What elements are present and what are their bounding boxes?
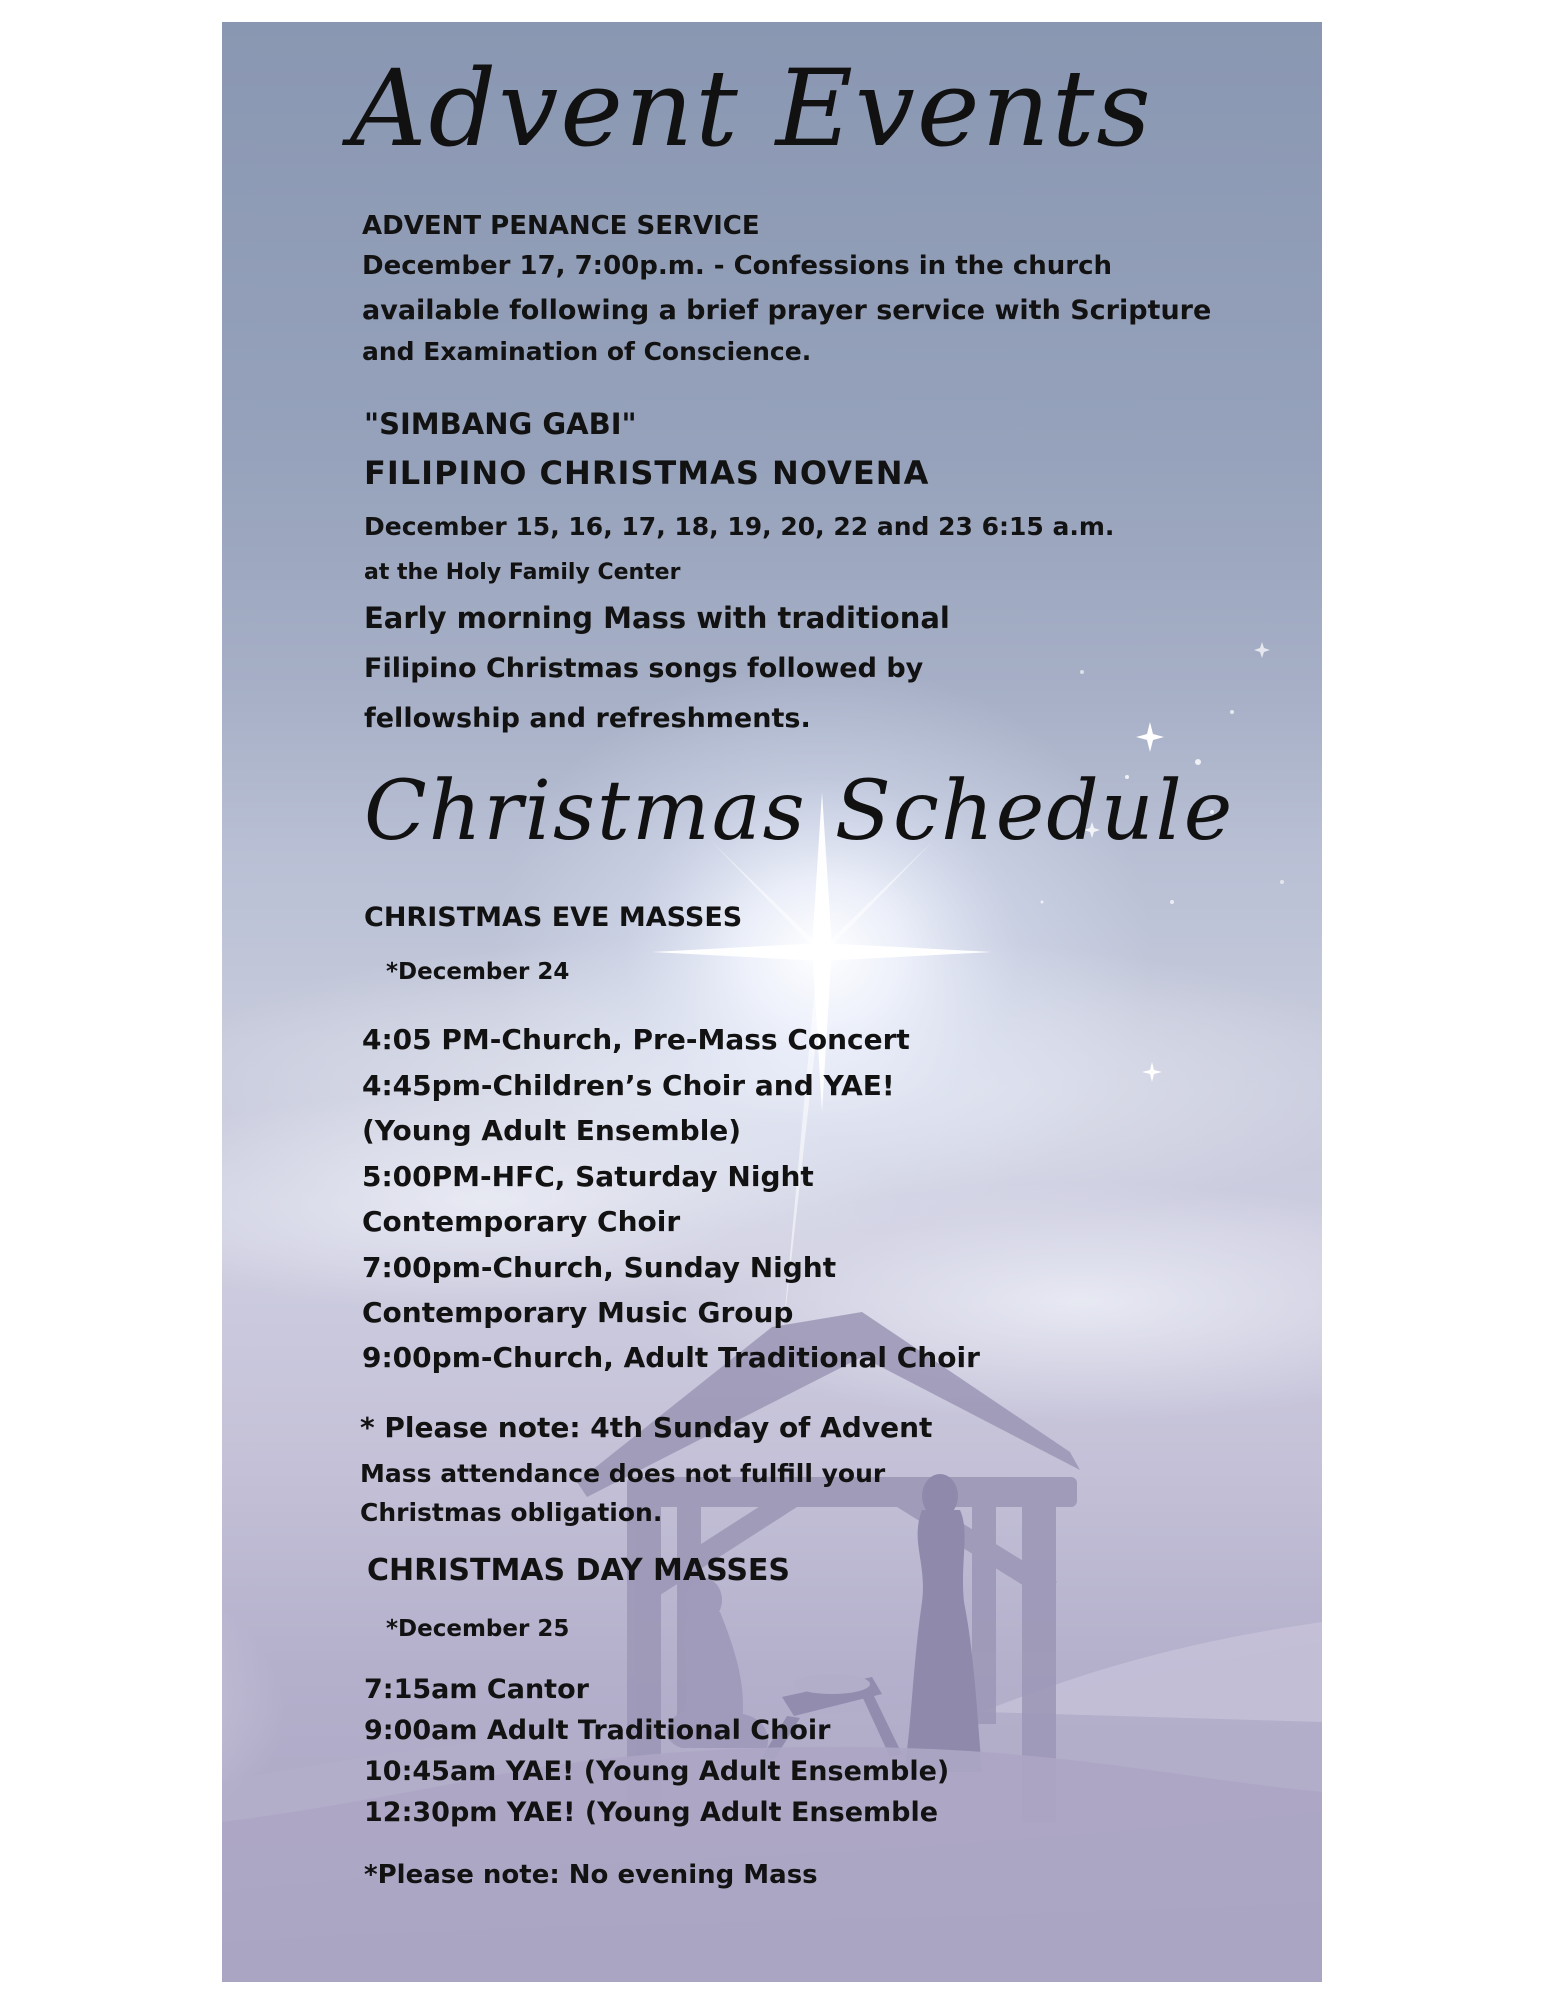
christmas-day-heading: CHRISTMAS DAY MASSES [367, 1553, 791, 1588]
novena-dates: December 15, 16, 17, 18, 19, 20, 22 and 23 6:15 a.m. [364, 512, 1115, 541]
penance-heading: ADVENT PENANCE SERVICE [362, 211, 760, 241]
flyer [222, 22, 1322, 1982]
eve-mass-line-1: 4:05 PM-Church, Pre-Mass Concert [362, 1023, 910, 1056]
advent-obligation-note-2: Mass attendance does not fulfill your [360, 1459, 886, 1488]
day-mass-line-2: 9:00am Adult Traditional Choir [364, 1715, 831, 1746]
novena-heading: FILIPINO CHRISTMAS NOVENA [364, 454, 930, 492]
christmas-day-date: *December 25 [386, 1616, 570, 1642]
penance-line-3: and Examination of Conscience. [362, 337, 812, 366]
eve-mass-line-6: 7:00pm-Church, Sunday Night [362, 1251, 837, 1284]
day-mass-line-1: 7:15am Cantor [364, 1674, 589, 1705]
eve-mass-line-8: 9:00pm-Church, Adult Traditional Choir [362, 1341, 980, 1374]
eve-mass-line-4: 5:00PM-HFC, Saturday Night [362, 1160, 814, 1193]
christmas-eve-date: *December 24 [386, 959, 570, 985]
christmas-schedule-title: Christmas Schedule [364, 764, 1235, 859]
simbang-gabi-quote: "SIMBANG GABI" [364, 407, 637, 441]
novena-line-3: fellowship and refreshments. [364, 703, 811, 734]
eve-mass-line-5: Contemporary Choir [362, 1205, 681, 1238]
penance-line-1: December 17, 7:00p.m. - Confessions in the church [362, 251, 1113, 281]
penance-line-2: available following a brief prayer service with Scripture [362, 295, 1212, 326]
advent-events-title: Advent Events [350, 47, 1153, 170]
eve-mass-line-2: 4:45pm-Children’s Choir and YAE! [362, 1069, 895, 1102]
christmas-eve-heading: CHRISTMAS EVE MASSES [364, 902, 743, 933]
novena-location: at the Holy Family Center [364, 560, 681, 585]
novena-line-1: Early morning Mass with traditional [364, 601, 950, 635]
novena-line-2: Filipino Christmas songs followed by [364, 653, 924, 684]
advent-obligation-note-1: * Please note: 4th Sunday of Advent [360, 1411, 933, 1444]
eve-mass-line-3: (Young Adult Ensemble) [362, 1114, 742, 1147]
eve-mass-line-7: Contemporary Music Group [362, 1296, 794, 1329]
day-mass-line-3: 10:45am YAE! (Young Adult Ensemble) [364, 1756, 950, 1787]
no-evening-mass-note: *Please note: No evening Mass [364, 1860, 818, 1890]
day-mass-line-4: 12:30pm YAE! (Young Adult Ensemble [364, 1797, 939, 1828]
advent-obligation-note-3: Christmas obligation. [360, 1498, 663, 1527]
